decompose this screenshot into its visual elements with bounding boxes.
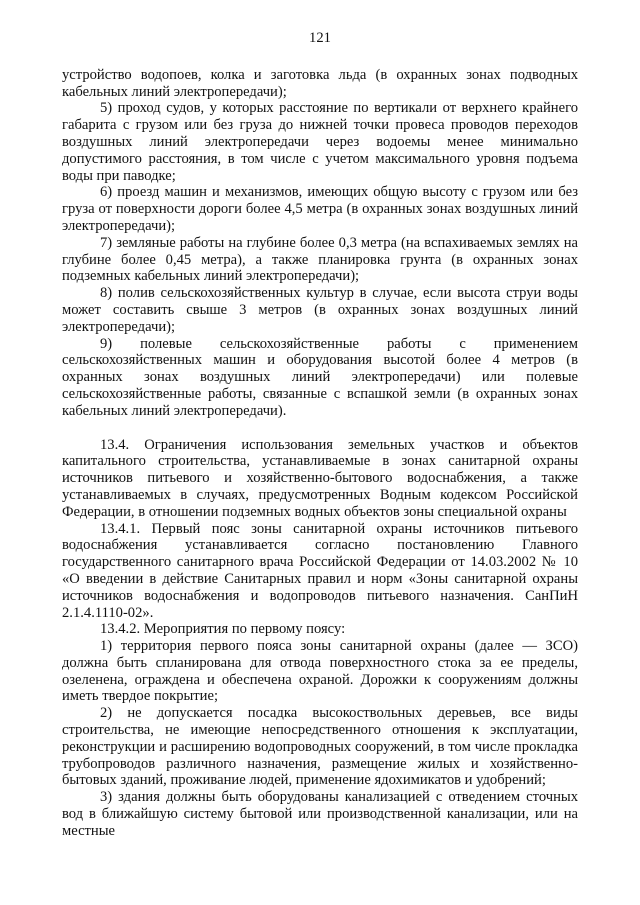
paragraph-continuation: устройство водопоев, колка и заготовка льда (в охранных зонах подводных кабельных линий электропередачи);: [62, 66, 578, 100]
page-number: 121: [309, 30, 331, 46]
list-item-7: 7) земляные работы на глубине более 0,3 метра (на вспахиваемых землях на глубине более 0,45 метра), а также планировка грунта (в охранных зонах подземных кабельных линий электропередачи);: [62, 234, 578, 285]
paragraph-13-4-2: 13.4.2. Мероприятия по первому поясу:: [100, 621, 346, 638]
paragraph-gap: [62, 420, 578, 437]
section-heading-13-4: 13.4. Ограничения использования земельных участков и объектов капитального строительства, устанавливаемые в зонах санитарной охраны источников питьевого и хозяйственно-бытового водоснабжения, а также устанавливаемых в случаях, предусмотренных Водным кодексом Российской Федерации, в отношении подземных водных объектов зоны специальной охраны: [62, 436, 578, 520]
measure-item-1: 1) территория первого пояса зоны санитарной охраны (далее — ЗСО) должна быть спланирована для отвода поверхностного стока за ее пределы, озеленена, ограждена и обеспечена охраной. Дорожки к сооружениям должны иметь твердое покрытие;: [62, 638, 578, 705]
list-item-8: 8) полив сельскохозяйственных культур в случае, если высота струи воды может составить свыше 3 метров (в охранных зонах воздушных линий электропередачи);: [62, 285, 578, 335]
measure-item-2: 2) не допускается посадка высокоствольных деревьев, все виды строительства, не имеющие непосредственного отношения к эксплуатации, реконструкции и расширению водопроводных сооружений, в том числе прокладка трубопроводов различного назначения, размещение жилых и хозяйственно-бытовых зданий, проживание людей, применение ядохимикатов и удобрений;: [62, 705, 578, 789]
list-item-6: 6) проезд машин и механизмов, имеющих общую высоту с грузом или без груза от поверхности дороги более 4,5 метра (в охранных зонах воздушных линий электропередачи);: [62, 184, 578, 234]
list-item-5: 5) проход судов, у которых расстояние по вертикали от верхнего крайнего габарита с грузом или без груза до нижней точки провеса проводов переходов воздушных линий электропередачи через водоемы менее минимально допустимого расстояния, в том числе с учетом максимального уровня подъема воды при паводке;: [62, 100, 578, 184]
measure-item-3: 3) здания должны быть оборудованы канализацией с отведением сточных вод в ближайшую систему бытовой или производственной канализации, или на местные: [62, 789, 578, 839]
paragraph-13-4-1: 13.4.1. Первый пояс зоны санитарной охраны источников питьевого водоснабжения устанавливается согласно постановлению Главного государственного санитарного врача Российской Федерации от 14.03.2002 № 10 «О введении в действие Санитарных правил и норм «Зоны санитарной охраны источников водоснабжения и водопроводов питьевого назначения. СанПиН 2.1.4.1110-02».: [62, 520, 578, 621]
document-page: [62, 30, 578, 840]
list-item-9: 9) полевые сельскохозяйственные работы с применением сельскохозяйственных машин и оборудования высотой более 4 метров (в охранных зонах воздушных линий электропередачи) или полевые сельскохозяйственные работы, связанные с вспашкой земли (в охранных зонах кабельных линий электропередачи).: [62, 335, 578, 419]
